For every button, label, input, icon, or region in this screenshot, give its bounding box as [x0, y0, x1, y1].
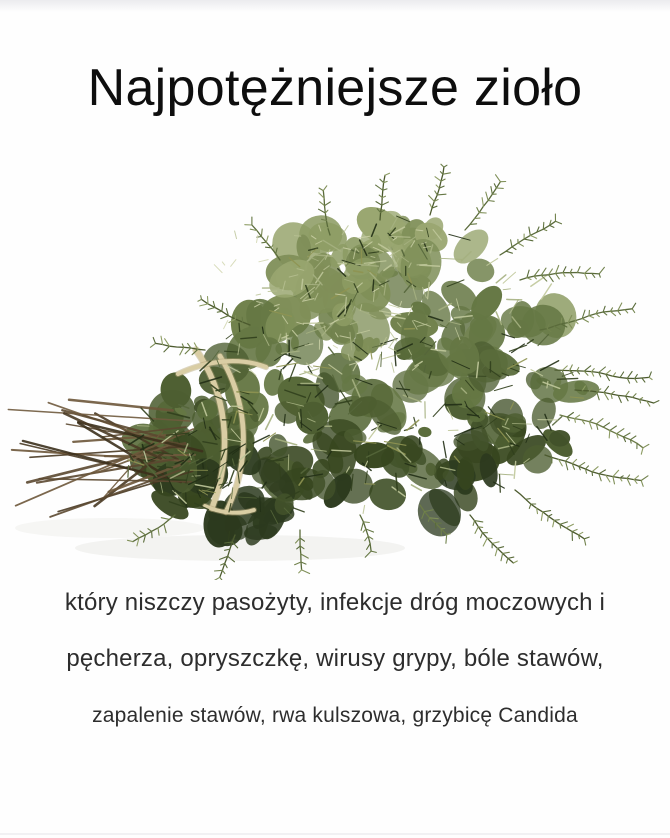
- caption-line-3: zapalenie stawów, rwa kulszowa, grzybicę Candida: [92, 704, 578, 727]
- herb-photo: [0, 160, 670, 580]
- page-title: Najpotężniejsze zioło: [87, 59, 583, 117]
- thyme-bundle-illustration: [0, 160, 670, 580]
- caption-line-2: pęcherza, opryszczkę, wirusy grypy, bóle stawów,: [66, 645, 604, 672]
- caption-line-1: który niszczy pasożyty, infekcje dróg moczowych i: [64, 589, 606, 616]
